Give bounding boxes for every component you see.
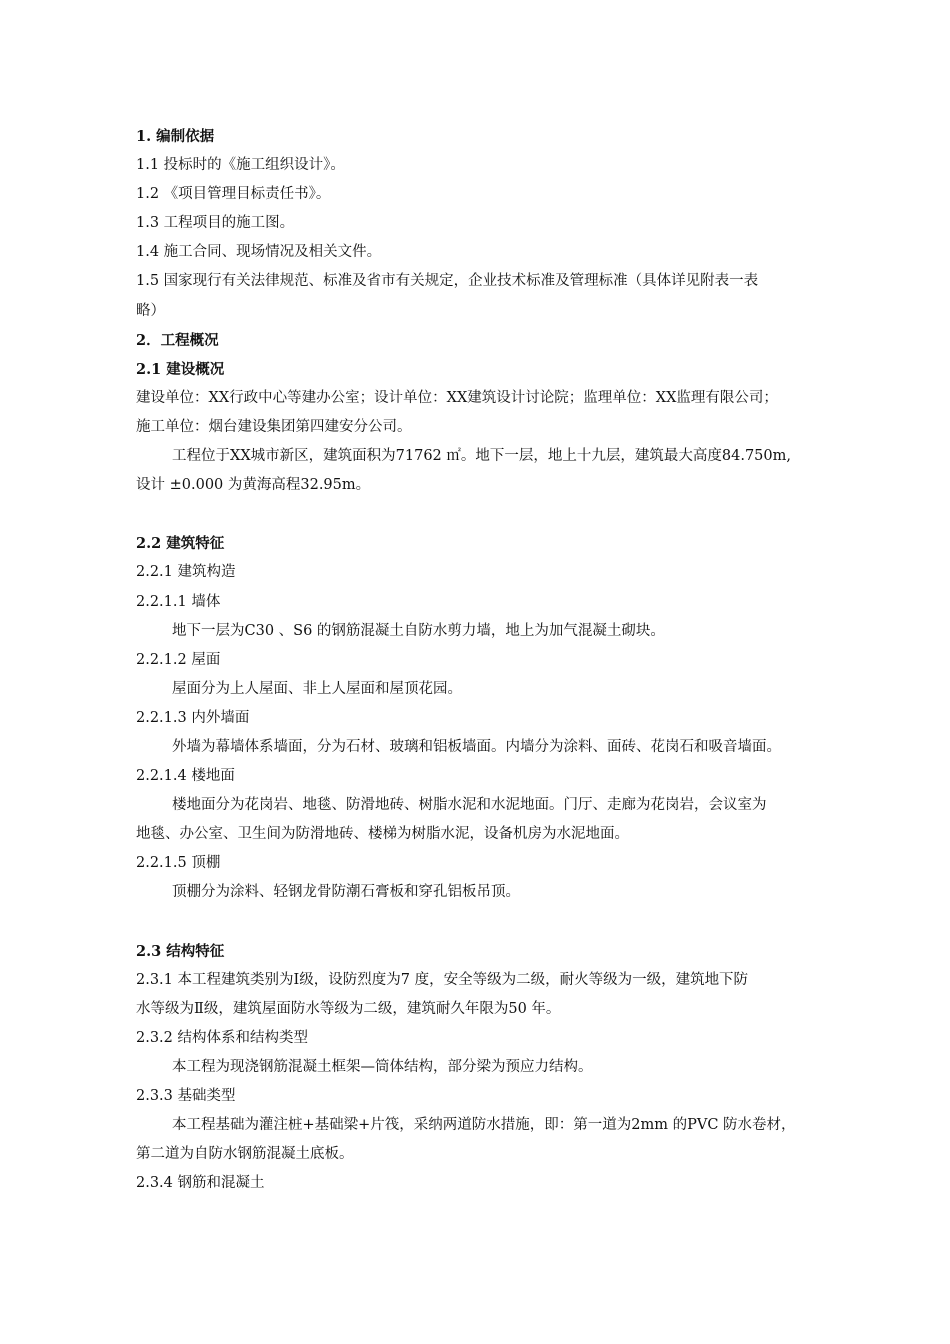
clause-2-2-1-5: 2.2.1.5 顶棚 xyxy=(136,855,221,872)
paragraph-line: 外墙为幕墙体系墙面，分为石材、玻璃和铝板墙面。内墙分为涂料、面砖、花岗石和吸音墙面。 xyxy=(172,738,781,755)
section-1-heading: 1. 编制依据 xyxy=(136,128,215,145)
paragraph-line: 设计 ±0.000 为黄海高程32.95m。 xyxy=(136,477,371,494)
clause-2-2-1: 2.2.1 建筑构造 xyxy=(136,564,236,581)
item-1-3: 1.3 工程项目的施工图。 xyxy=(136,215,295,232)
subsection-2-3-heading: 2.3 结构特征 xyxy=(136,942,225,960)
clause-2-2-1-2: 2.2.1.2 屋面 xyxy=(136,651,221,668)
clause-2-3-3: 2.3.3 基础类型 xyxy=(136,1088,236,1105)
clause-2-2-1-4: 2.2.1.4 楼地面 xyxy=(136,768,235,785)
paragraph-line: 顶棚分为涂料、轻钢龙骨防潮石膏板和穿孔铝板吊顶。 xyxy=(172,884,520,901)
paragraph-line: 屋面分为上人屋面、非上人屋面和屋顶花园。 xyxy=(172,680,462,697)
clause-2-3-2: 2.3.2 结构体系和结构类型 xyxy=(136,1029,309,1046)
subsection-2-1-heading: 2.1 建设概况 xyxy=(136,360,225,378)
clause-2-2-1-3: 2.2.1.3 内外墙面 xyxy=(136,709,250,726)
item-1-5: 1.5 国家现行有关法律规范、标准及省市有关规定，企业技术标准及管理标准（具体详见附表一表 xyxy=(136,273,759,290)
paragraph-line: 第二道为自防水钢筋混凝土底板。 xyxy=(136,1146,354,1163)
item-1-2: 1.2 《项目管理目标责任书》。 xyxy=(136,186,331,203)
spacer xyxy=(136,500,866,529)
clause-2-2-1-1: 2.2.1.1 墙体 xyxy=(136,593,221,610)
item-1-1: 1.1 投标时的《施工组织设计》。 xyxy=(136,157,345,174)
clause-2-3-1: 2.3.1 本工程建筑类别为Ⅰ级，设防烈度为7 度，安全等级为二级，耐火等级为一级，建筑地下防 xyxy=(136,971,749,988)
subsection-2-2-heading: 2.2 建筑特征 xyxy=(136,535,225,553)
paragraph-line: 地下一层为C30 、S6 的钢筋混凝土自防水剪力墙，地上为加气混凝土砌块。 xyxy=(172,622,665,639)
paragraph-line: 本工程为现浇钢筋混凝土框架—筒体结构，部分梁为预应力结构。 xyxy=(172,1059,593,1075)
item-1-4: 1.4 施工合同、现场情况及相关文件。 xyxy=(136,244,382,261)
paragraph-line: 建设单位：XX行政中心等建办公室；设计单位：XX建筑设计讨论院；监理单位：XX监理有限公司； xyxy=(136,389,778,406)
spacer xyxy=(136,908,866,937)
paragraph-line: 工程位于XX城市新区，建筑面积为71762 ㎡。地下一层，地上十九层，建筑最大高度84.750m, xyxy=(172,448,791,465)
paragraph-line: 施工单位：烟台建设集团第四建安分公司。 xyxy=(136,418,412,435)
paragraph-line: 地毯、办公室、卫生间为防滑地砖、楼梯为树脂水泥，设备机房为水泥地面。 xyxy=(136,826,629,843)
paragraph-line: 本工程基础为灌注桩+基础梁+片筏，采纳两道防水措施，即：第一道为2mm 的PVC 防水卷材， xyxy=(172,1117,796,1134)
paragraph-line: 楼地面分为花岗岩、地毯、防滑地砖、树脂水泥和水泥地面。门厅、走廊为花岗岩，会议室为 xyxy=(172,797,767,814)
section-2-heading: 2．工程概况 xyxy=(136,331,219,349)
clause-2-3-4: 2.3.4 钢筋和混凝土 xyxy=(136,1175,265,1192)
paragraph-line: 水等级为Ⅱ级，建筑屋面防水等级为二级，建筑耐久年限为50 年。 xyxy=(136,1000,561,1017)
item-1-5-continued: 略） xyxy=(136,302,165,319)
document-page xyxy=(136,122,866,1198)
